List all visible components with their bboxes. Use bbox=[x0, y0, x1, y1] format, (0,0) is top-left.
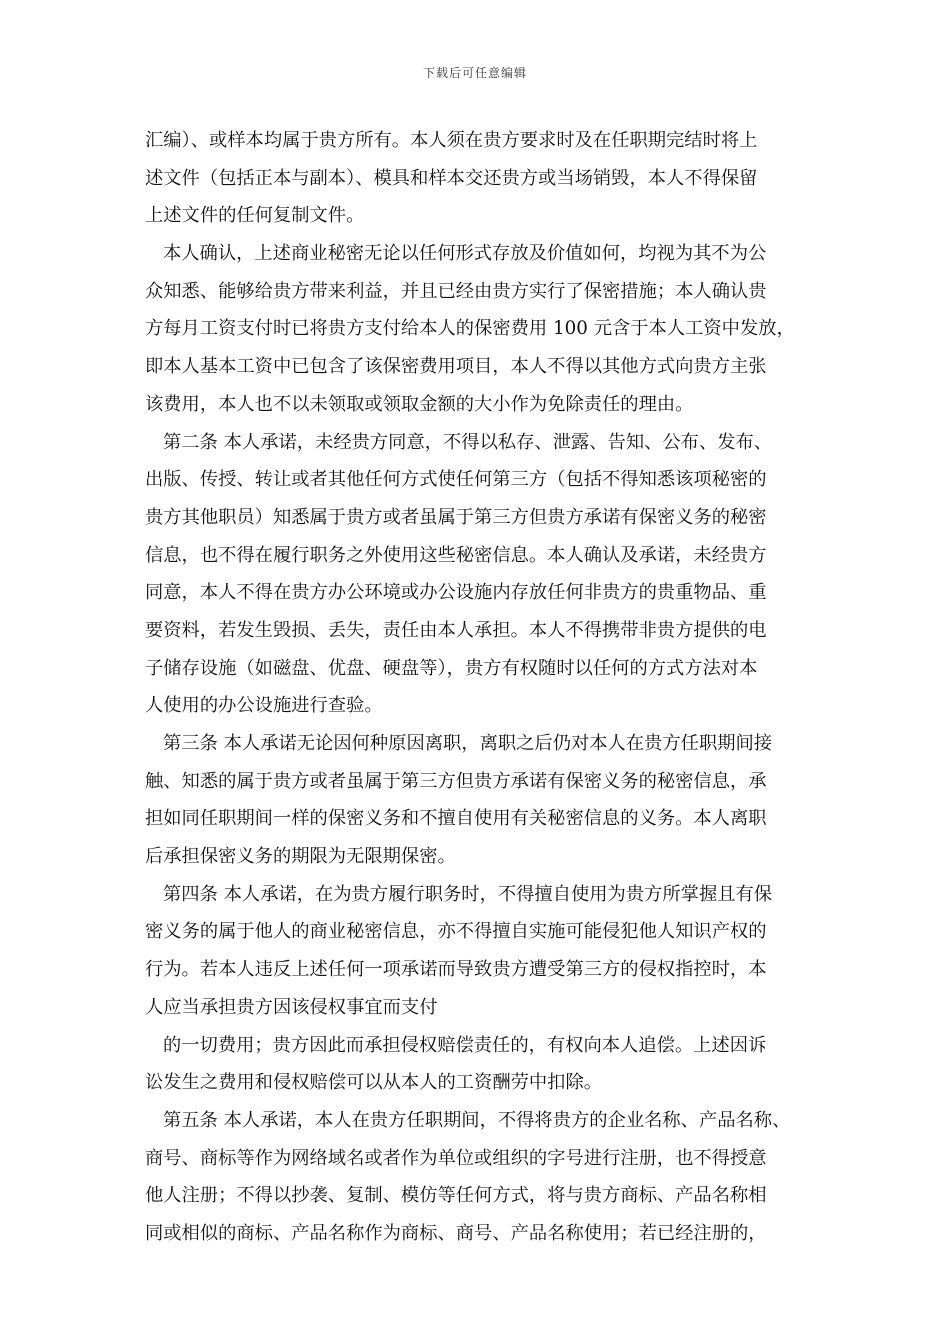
text-line: 该费用，本人也不以未领取或领取金额的大小作为免除责任的理由。 bbox=[145, 393, 694, 415]
text-line: 信息，也不得在履行职务之外使用这些秘密信息。本人确认及承诺，未经贵方 bbox=[145, 544, 767, 566]
text-line: 上述文件的任何复制文件。 bbox=[145, 205, 365, 227]
text-line: 即本人基本工资中已包含了该保密费用项目，本人不得以其他方式向贵方主张 bbox=[145, 356, 767, 378]
text-line: 同意，本人不得在贵方办公环境或办公设施内存放任何非贵方的贵重物品、重 bbox=[145, 582, 767, 604]
text-line: 的一切费用；贵方因此而承担侵权赔偿责任的，有权向本人追偿。上述因诉 bbox=[163, 1034, 767, 1056]
text-line: 出版、传授、转让或者其他任何方式使任何第三方（包括不得知悉该项秘密的 bbox=[145, 469, 767, 491]
text-line: 行为。若本人违反上述任何一项承诺而导致贵方遭受第三方的侵权指控时，本 bbox=[145, 959, 767, 981]
text-line: 第五条 本人承诺，本人在贵方任职期间，不得将贵方的企业名称、产品名称、 bbox=[163, 1109, 791, 1131]
text-line: 子储存设施（如磁盘、优盘、硬盘等），贵方有权随时以任何的方式方法对本 bbox=[145, 657, 758, 679]
text-line: 本人确认，上述商业秘密无论以任何形式存放及价值如何，均视为其不为公 bbox=[163, 243, 767, 265]
text-line: 第二条 本人承诺，未经贵方同意，不得以私存、泄露、告知、公布、发布、 bbox=[163, 431, 773, 453]
text-line: 第三条 本人承诺无论因何种原因离职，离职之后仍对本人在贵方任职期间接 bbox=[163, 733, 773, 754]
text-line: 要资料，若发生毁损、丢失，责任由本人承担。本人不得携带非贵方提供的电 bbox=[145, 619, 767, 641]
text-line: 他人注册；不得以抄袭、复制、模仿等任何方式，将与贵方商标、产品名称相 bbox=[145, 1185, 767, 1207]
text-line: 触、知悉的属于贵方或者虽属于第三方但贵方承诺有保密义务的秘密信息，承 bbox=[145, 770, 767, 792]
text-line: 贵方其他职员）知悉属于贵方或者虽属于第三方但贵方承诺有保密义务的秘密 bbox=[145, 506, 767, 528]
text-line: 人使用的办公设施进行查验。 bbox=[145, 695, 383, 717]
text-line: 人应当承担贵方因该侵权事宜而支付 bbox=[145, 996, 438, 1018]
page-header: 下载后可任意编辑 bbox=[422, 66, 527, 80]
text-line: 述文件（包括正本与副本）、模具和样本交还贵方或当场销毁，本人不得保留 bbox=[145, 167, 758, 189]
text-line: 后承担保密义务的期限为无限期保密。 bbox=[145, 846, 456, 868]
text-line: 众知悉、能够给贵方带来利益，并且已经由贵方实行了保密措施；本人确认贵 bbox=[145, 280, 767, 302]
text-line: 汇编）、或样本均属于贵方所有。本人须在贵方要求时及在任职期完结时将上 bbox=[145, 130, 758, 151]
text-line: 第四条 本人承诺，在为贵方履行职务时，不得擅自使用为贵方所掌握且有保 bbox=[163, 883, 773, 905]
text-line: 讼发生之费用和侵权赔偿可以从本人的工资酬劳中扣除。 bbox=[145, 1072, 603, 1094]
document-body bbox=[145, 122, 815, 1253]
text-line: 商号、商标等作为网络域名或者作为单位或组织的字号进行注册，也不得授意 bbox=[145, 1147, 767, 1169]
text-line: 同或相似的商标、产品名称作为商标、商号、产品名称使用；若已经注册的， bbox=[145, 1222, 767, 1244]
text-line: 密义务的属于他人的商业秘密信息，亦不得擅自实施可能侵犯他人知识产权的 bbox=[145, 921, 767, 943]
text-line: 方每月工资支付时已将贵方支付给本人的保密费用 100 元含于本人工资中发放， bbox=[145, 318, 795, 340]
text-line: 担如同任职期间一样的保密义务和不擅自使用有关秘密信息的义务。本人离职 bbox=[145, 808, 767, 830]
